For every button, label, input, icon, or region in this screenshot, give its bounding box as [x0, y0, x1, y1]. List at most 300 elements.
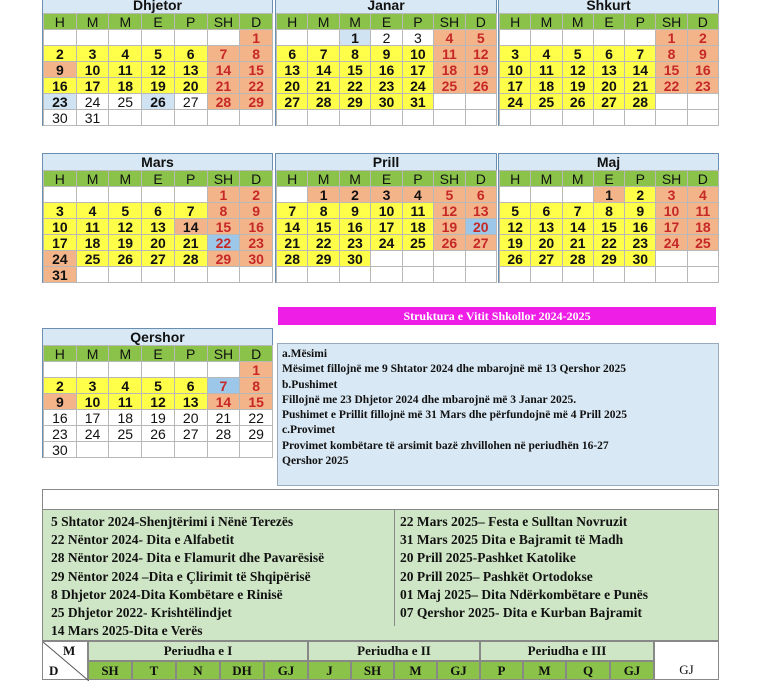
weekday-header: E	[370, 13, 402, 30]
weekday-header: SH	[655, 13, 687, 30]
empty-cell	[141, 441, 175, 458]
empty-cell	[76, 29, 110, 46]
day-cell: 18	[530, 77, 562, 94]
day-cell: 23	[239, 234, 273, 251]
day-cell: 4	[108, 45, 142, 62]
day-cell: 5	[562, 45, 594, 62]
day-cell: 19	[499, 234, 531, 251]
day-cell: 10	[76, 393, 110, 410]
day-cell: 14	[307, 61, 339, 78]
empty-cell	[207, 441, 241, 458]
day-cell: 4	[108, 377, 142, 394]
weekday-header-row	[276, 13, 496, 29]
weekday-header: D	[239, 13, 273, 30]
empty-cell	[687, 93, 719, 110]
day-cell: 16	[239, 218, 273, 235]
empty-cell	[433, 250, 465, 267]
empty-cell	[593, 29, 625, 46]
empty-cell	[465, 93, 497, 110]
day-cell: 23	[339, 234, 371, 251]
empty-cell	[43, 186, 77, 203]
day-cell: 31	[76, 109, 110, 126]
day-cell: 6	[530, 202, 562, 219]
day-cell: 1	[655, 29, 687, 46]
day-cell: 29	[307, 250, 339, 267]
day-cell: 17	[76, 77, 110, 94]
month-title: Maj	[499, 154, 718, 170]
empty-cell	[141, 29, 175, 46]
day-cell: 30	[339, 250, 371, 267]
day-cell: 17	[655, 218, 687, 235]
empty-cell	[307, 266, 339, 283]
corner-cell	[42, 641, 88, 680]
calendar-prill	[275, 153, 497, 283]
empty-cell	[687, 266, 719, 283]
holiday-item: 8 Dhjetor 2024-Dita Kombëtare e Rinisë	[51, 586, 283, 602]
weekday-header: M	[76, 170, 110, 187]
day-cell: 22	[239, 77, 273, 94]
day-cell: 17	[370, 218, 402, 235]
empty-cell	[402, 250, 434, 267]
day-cell: 4	[402, 186, 434, 203]
day-cell: 25	[433, 77, 465, 94]
weekday-header: M	[307, 13, 339, 30]
period-subheader: SH	[88, 661, 132, 680]
day-cell: 15	[239, 393, 273, 410]
empty-cell	[465, 109, 497, 126]
weekday-header: P	[402, 170, 434, 187]
structure-line: a.Mësimi	[282, 348, 328, 360]
day-cell: 24	[76, 425, 110, 442]
day-cell: 6	[276, 45, 308, 62]
day-cell: 7	[624, 45, 656, 62]
empty-cell	[207, 266, 241, 283]
day-cell: 11	[433, 45, 465, 62]
day-cell: 3	[402, 29, 434, 46]
day-cell: 25	[108, 425, 142, 442]
day-cell: 2	[624, 186, 656, 203]
day-cell: 23	[43, 425, 77, 442]
empty-cell	[108, 109, 142, 126]
empty-cell	[499, 109, 531, 126]
weekday-header-row	[276, 170, 496, 186]
period-subheader: DH	[220, 661, 264, 680]
day-cell: 12	[499, 218, 531, 235]
day-cell: 7	[276, 202, 308, 219]
empty-cell	[207, 109, 241, 126]
day-cell: 9	[43, 61, 77, 78]
day-cell: 8	[207, 202, 241, 219]
day-cell: 5	[499, 202, 531, 219]
structure-line: Mësimet fillojnë me 9 Shtator 2024 dhe mbarojnë më 13 Qershor 2025	[282, 363, 626, 376]
empty-cell	[655, 93, 687, 110]
day-cell: 17	[402, 61, 434, 78]
day-cell: 3	[370, 186, 402, 203]
day-cell: 24	[76, 93, 110, 110]
holiday-item: 28 Nëntor 2024- Dita e Flamurit dhe Pavarësisë	[51, 550, 325, 566]
weekday-header: SH	[433, 13, 465, 30]
day-cell: 2	[339, 186, 371, 203]
calendar-dhjetor	[42, 0, 273, 126]
day-cell: 26	[433, 234, 465, 251]
empty-cell	[370, 266, 402, 283]
weekday-header: M	[76, 345, 110, 362]
month-title: Qershor	[43, 329, 272, 345]
days-grid	[276, 29, 496, 125]
weekday-header: H	[499, 13, 531, 30]
day-cell: 19	[141, 77, 175, 94]
weekday-header: M	[108, 170, 142, 187]
day-cell: 21	[562, 234, 594, 251]
day-cell: 22	[593, 234, 625, 251]
day-cell: 11	[402, 202, 434, 219]
holiday-item: 22 Mars 2025– Festa e Sulltan Novruzit	[400, 514, 628, 529]
empty-cell	[174, 266, 208, 283]
day-cell: 17	[43, 234, 77, 251]
day-cell: 26	[562, 93, 594, 110]
day-cell: 18	[76, 234, 110, 251]
period-subheader: M	[523, 661, 566, 680]
day-cell: 20	[465, 218, 497, 235]
day-cell: 6	[174, 377, 208, 394]
weekday-header: M	[108, 345, 142, 362]
day-cell: 14	[174, 218, 208, 235]
empty-cell	[624, 109, 656, 126]
weekday-header: SH	[207, 170, 241, 187]
day-cell: 30	[239, 250, 273, 267]
day-cell: 2	[43, 45, 77, 62]
period-subheader: P	[480, 661, 523, 680]
day-cell: 4	[433, 29, 465, 46]
holidays-box	[42, 509, 719, 641]
day-cell: 26	[141, 425, 175, 442]
day-cell: 5	[108, 202, 142, 219]
empty-cell	[339, 109, 371, 126]
empty-cell	[562, 266, 594, 283]
empty-cell	[108, 361, 142, 378]
day-cell: 10	[76, 61, 110, 78]
weekday-header: D	[465, 13, 497, 30]
days-grid	[43, 29, 272, 125]
weekday-header: E	[370, 170, 402, 187]
weekday-header: D	[465, 170, 497, 187]
structure-line: Qershor 2025	[282, 455, 349, 468]
weekday-header: H	[43, 13, 77, 30]
weekday-header: M	[562, 170, 594, 187]
empty-cell	[307, 29, 339, 46]
day-cell: 21	[207, 77, 241, 94]
day-cell: 24	[370, 234, 402, 251]
day-cell: 1	[239, 361, 273, 378]
empty-cell	[141, 109, 175, 126]
weekday-header: M	[76, 13, 110, 30]
day-cell: 27	[174, 93, 208, 110]
day-cell: 25	[402, 234, 434, 251]
empty-cell	[43, 361, 77, 378]
gj-total-cell: GJ	[654, 641, 719, 680]
day-cell: 8	[339, 45, 371, 62]
weekday-header-row	[499, 13, 718, 29]
day-cell: 14	[624, 61, 656, 78]
day-cell: 13	[465, 202, 497, 219]
month-title: Mars	[43, 154, 272, 170]
empty-cell	[499, 29, 531, 46]
holiday-item: 14 Mars 2025-Dita e Verës	[51, 623, 203, 639]
period-subheader: GJ	[437, 661, 480, 680]
empty-cell	[76, 266, 110, 283]
empty-cell	[402, 266, 434, 283]
empty-cell	[174, 186, 208, 203]
weekday-header: P	[402, 13, 434, 30]
weekday-header: M	[530, 170, 562, 187]
period-subheader: N	[176, 661, 220, 680]
day-cell: 20	[530, 234, 562, 251]
holiday-item: 01 Maj 2025– Dita Ndërkombëtare e Punës	[400, 586, 648, 602]
empty-cell	[593, 266, 625, 283]
empty-cell	[530, 109, 562, 126]
weekday-header: P	[174, 170, 208, 187]
empty-cell	[655, 266, 687, 283]
day-cell: 2	[239, 186, 273, 203]
day-cell: 20	[276, 77, 308, 94]
day-cell: 23	[687, 77, 719, 94]
day-cell: 14	[276, 218, 308, 235]
holiday-item: 22 Nëntor 2024- Dita e Alfabetit	[51, 532, 235, 548]
day-cell: 19	[562, 77, 594, 94]
calendar-shkurt	[498, 0, 719, 126]
day-cell: 30	[43, 109, 77, 126]
empty-cell	[108, 29, 142, 46]
day-cell: 5	[141, 45, 175, 62]
day-cell: 21	[207, 409, 241, 426]
day-cell: 19	[465, 61, 497, 78]
empty-cell	[141, 266, 175, 283]
day-cell: 12	[141, 393, 175, 410]
empty-cell	[239, 441, 273, 458]
day-cell: 1	[339, 29, 371, 46]
weekday-header: H	[43, 170, 77, 187]
day-cell: 18	[108, 77, 142, 94]
day-cell: 21	[624, 77, 656, 94]
empty-cell	[76, 186, 110, 203]
day-cell: 10	[43, 218, 77, 235]
day-cell: 1	[593, 186, 625, 203]
day-cell: 25	[108, 93, 142, 110]
day-cell: 6	[593, 45, 625, 62]
empty-cell	[530, 29, 562, 46]
structure-line: b.Pushimet	[282, 378, 338, 391]
weekday-header: H	[276, 13, 308, 30]
day-cell: 8	[593, 202, 625, 219]
holiday-item: 07 Qershor 2025- Dita e Kurban Bajramit	[400, 605, 642, 621]
empty-cell	[108, 186, 142, 203]
day-cell: 4	[76, 202, 110, 219]
day-cell: 3	[76, 377, 110, 394]
day-cell: 26	[499, 250, 531, 267]
weekday-header: D	[687, 13, 719, 30]
structure-line: c.Provimet	[282, 424, 336, 437]
period-subheader: GJ	[264, 661, 308, 680]
day-cell: 27	[530, 250, 562, 267]
month-title: Janar	[276, 0, 496, 13]
day-cell: 1	[207, 186, 241, 203]
empty-cell	[174, 361, 208, 378]
day-cell: 20	[141, 234, 175, 251]
empty-cell	[687, 109, 719, 126]
corner-d: D	[49, 663, 59, 678]
weekday-header: SH	[433, 170, 465, 187]
day-cell: 16	[339, 218, 371, 235]
day-cell: 11	[108, 393, 142, 410]
day-cell: 27	[276, 93, 308, 110]
empty-cell	[687, 250, 719, 267]
weekday-header: M	[339, 170, 371, 187]
empty-cell	[499, 266, 531, 283]
day-cell: 28	[307, 93, 339, 110]
day-cell: 24	[655, 234, 687, 251]
weekday-header: E	[141, 13, 175, 30]
day-cell: 25	[76, 250, 110, 267]
empty-cell	[76, 361, 110, 378]
structure-banner: Struktura e Vitit Shkollor 2024-2025	[278, 307, 716, 325]
month-title: Prill	[276, 154, 496, 170]
day-cell: 27	[174, 425, 208, 442]
empty-cell	[655, 250, 687, 267]
day-cell: 27	[141, 250, 175, 267]
weekday-header-row	[43, 13, 272, 29]
day-cell: 20	[174, 409, 208, 426]
day-cell: 12	[108, 218, 142, 235]
day-cell: 24	[402, 77, 434, 94]
day-cell: 8	[239, 45, 273, 62]
period-subheader: Q	[566, 661, 610, 680]
empty-cell	[141, 361, 175, 378]
empty-cell	[276, 29, 308, 46]
empty-cell	[433, 266, 465, 283]
period-subheader: M	[394, 661, 437, 680]
empty-cell	[174, 109, 208, 126]
day-cell: 11	[108, 61, 142, 78]
weekday-header: D	[239, 345, 273, 362]
holiday-item: 20 Prill 2025-Pashket Katolike	[400, 550, 576, 566]
empty-cell	[562, 29, 594, 46]
day-cell: 3	[499, 45, 531, 62]
weekday-header: M	[530, 13, 562, 30]
day-cell: 14	[207, 61, 241, 78]
day-cell: 27	[465, 234, 497, 251]
empty-cell	[624, 29, 656, 46]
weekday-header-row	[43, 170, 272, 186]
empty-cell	[141, 186, 175, 203]
day-cell: 28	[624, 93, 656, 110]
day-cell: 13	[276, 61, 308, 78]
day-cell: 17	[76, 409, 110, 426]
day-cell: 14	[562, 218, 594, 235]
day-cell: 29	[593, 250, 625, 267]
calendar-maj	[498, 153, 719, 283]
calendar-mars	[42, 153, 273, 283]
empty-cell	[624, 266, 656, 283]
day-cell: 15	[307, 218, 339, 235]
day-cell: 22	[339, 77, 371, 94]
weekday-header: D	[687, 170, 719, 187]
day-cell: 4	[530, 45, 562, 62]
day-cell: 22	[655, 77, 687, 94]
day-cell: 29	[239, 425, 273, 442]
holidays-right	[400, 513, 648, 622]
day-cell: 21	[174, 234, 208, 251]
day-cell: 15	[339, 61, 371, 78]
day-cell: 17	[499, 77, 531, 94]
weekday-header: M	[562, 13, 594, 30]
day-cell: 18	[402, 218, 434, 235]
period-3-header: Periudha e III	[480, 641, 654, 661]
day-cell: 7	[174, 202, 208, 219]
month-title: Shkurt	[499, 0, 718, 13]
day-cell: 11	[687, 202, 719, 219]
empty-cell	[370, 250, 402, 267]
day-cell: 9	[370, 45, 402, 62]
empty-cell	[76, 441, 110, 458]
day-cell: 1	[307, 186, 339, 203]
weekday-header: SH	[207, 13, 241, 30]
day-cell: 6	[141, 202, 175, 219]
structure-line: Pushimet e Prillit fillojnë më 31 Mars dhe përfundojnë më 4 Prill 2025	[282, 409, 627, 422]
empty-cell	[276, 186, 308, 203]
empty-cell	[174, 29, 208, 46]
day-cell: 29	[207, 250, 241, 267]
day-cell: 24	[499, 93, 531, 110]
weekday-header: H	[276, 170, 308, 187]
weekday-header-row	[499, 170, 718, 186]
weekday-header: H	[43, 345, 77, 362]
period-1-header: Periudha e I	[88, 641, 308, 661]
day-cell: 15	[239, 61, 273, 78]
day-cell: 23	[43, 93, 77, 110]
empty-cell	[530, 266, 562, 283]
day-cell: 15	[655, 61, 687, 78]
separator-bar	[42, 489, 719, 509]
empty-cell	[465, 266, 497, 283]
structure-line: Fillojnë me 23 Dhjetor 2024 dhe mbarojnë më 3 Janar 2025.	[282, 393, 577, 406]
day-cell: 2	[370, 29, 402, 46]
day-cell: 31	[402, 93, 434, 110]
days-grid	[43, 186, 272, 282]
empty-cell	[499, 186, 531, 203]
day-cell: 11	[76, 218, 110, 235]
empty-cell	[530, 186, 562, 203]
day-cell: 16	[43, 77, 77, 94]
day-cell: 30	[43, 441, 77, 458]
day-cell: 20	[174, 77, 208, 94]
day-cell: 22	[239, 409, 273, 426]
day-cell: 23	[370, 77, 402, 94]
weekday-header: SH	[655, 170, 687, 187]
day-cell: 26	[465, 77, 497, 94]
day-cell: 4	[687, 186, 719, 203]
weekday-header: P	[624, 170, 656, 187]
day-cell: 19	[433, 218, 465, 235]
day-cell: 7	[307, 45, 339, 62]
weekday-header: H	[499, 170, 531, 187]
day-cell: 26	[141, 93, 175, 110]
calendar-janar	[275, 0, 497, 126]
day-cell: 9	[687, 45, 719, 62]
empty-cell	[174, 441, 208, 458]
day-cell: 5	[465, 29, 497, 46]
day-cell: 18	[687, 218, 719, 235]
day-cell: 28	[207, 425, 241, 442]
